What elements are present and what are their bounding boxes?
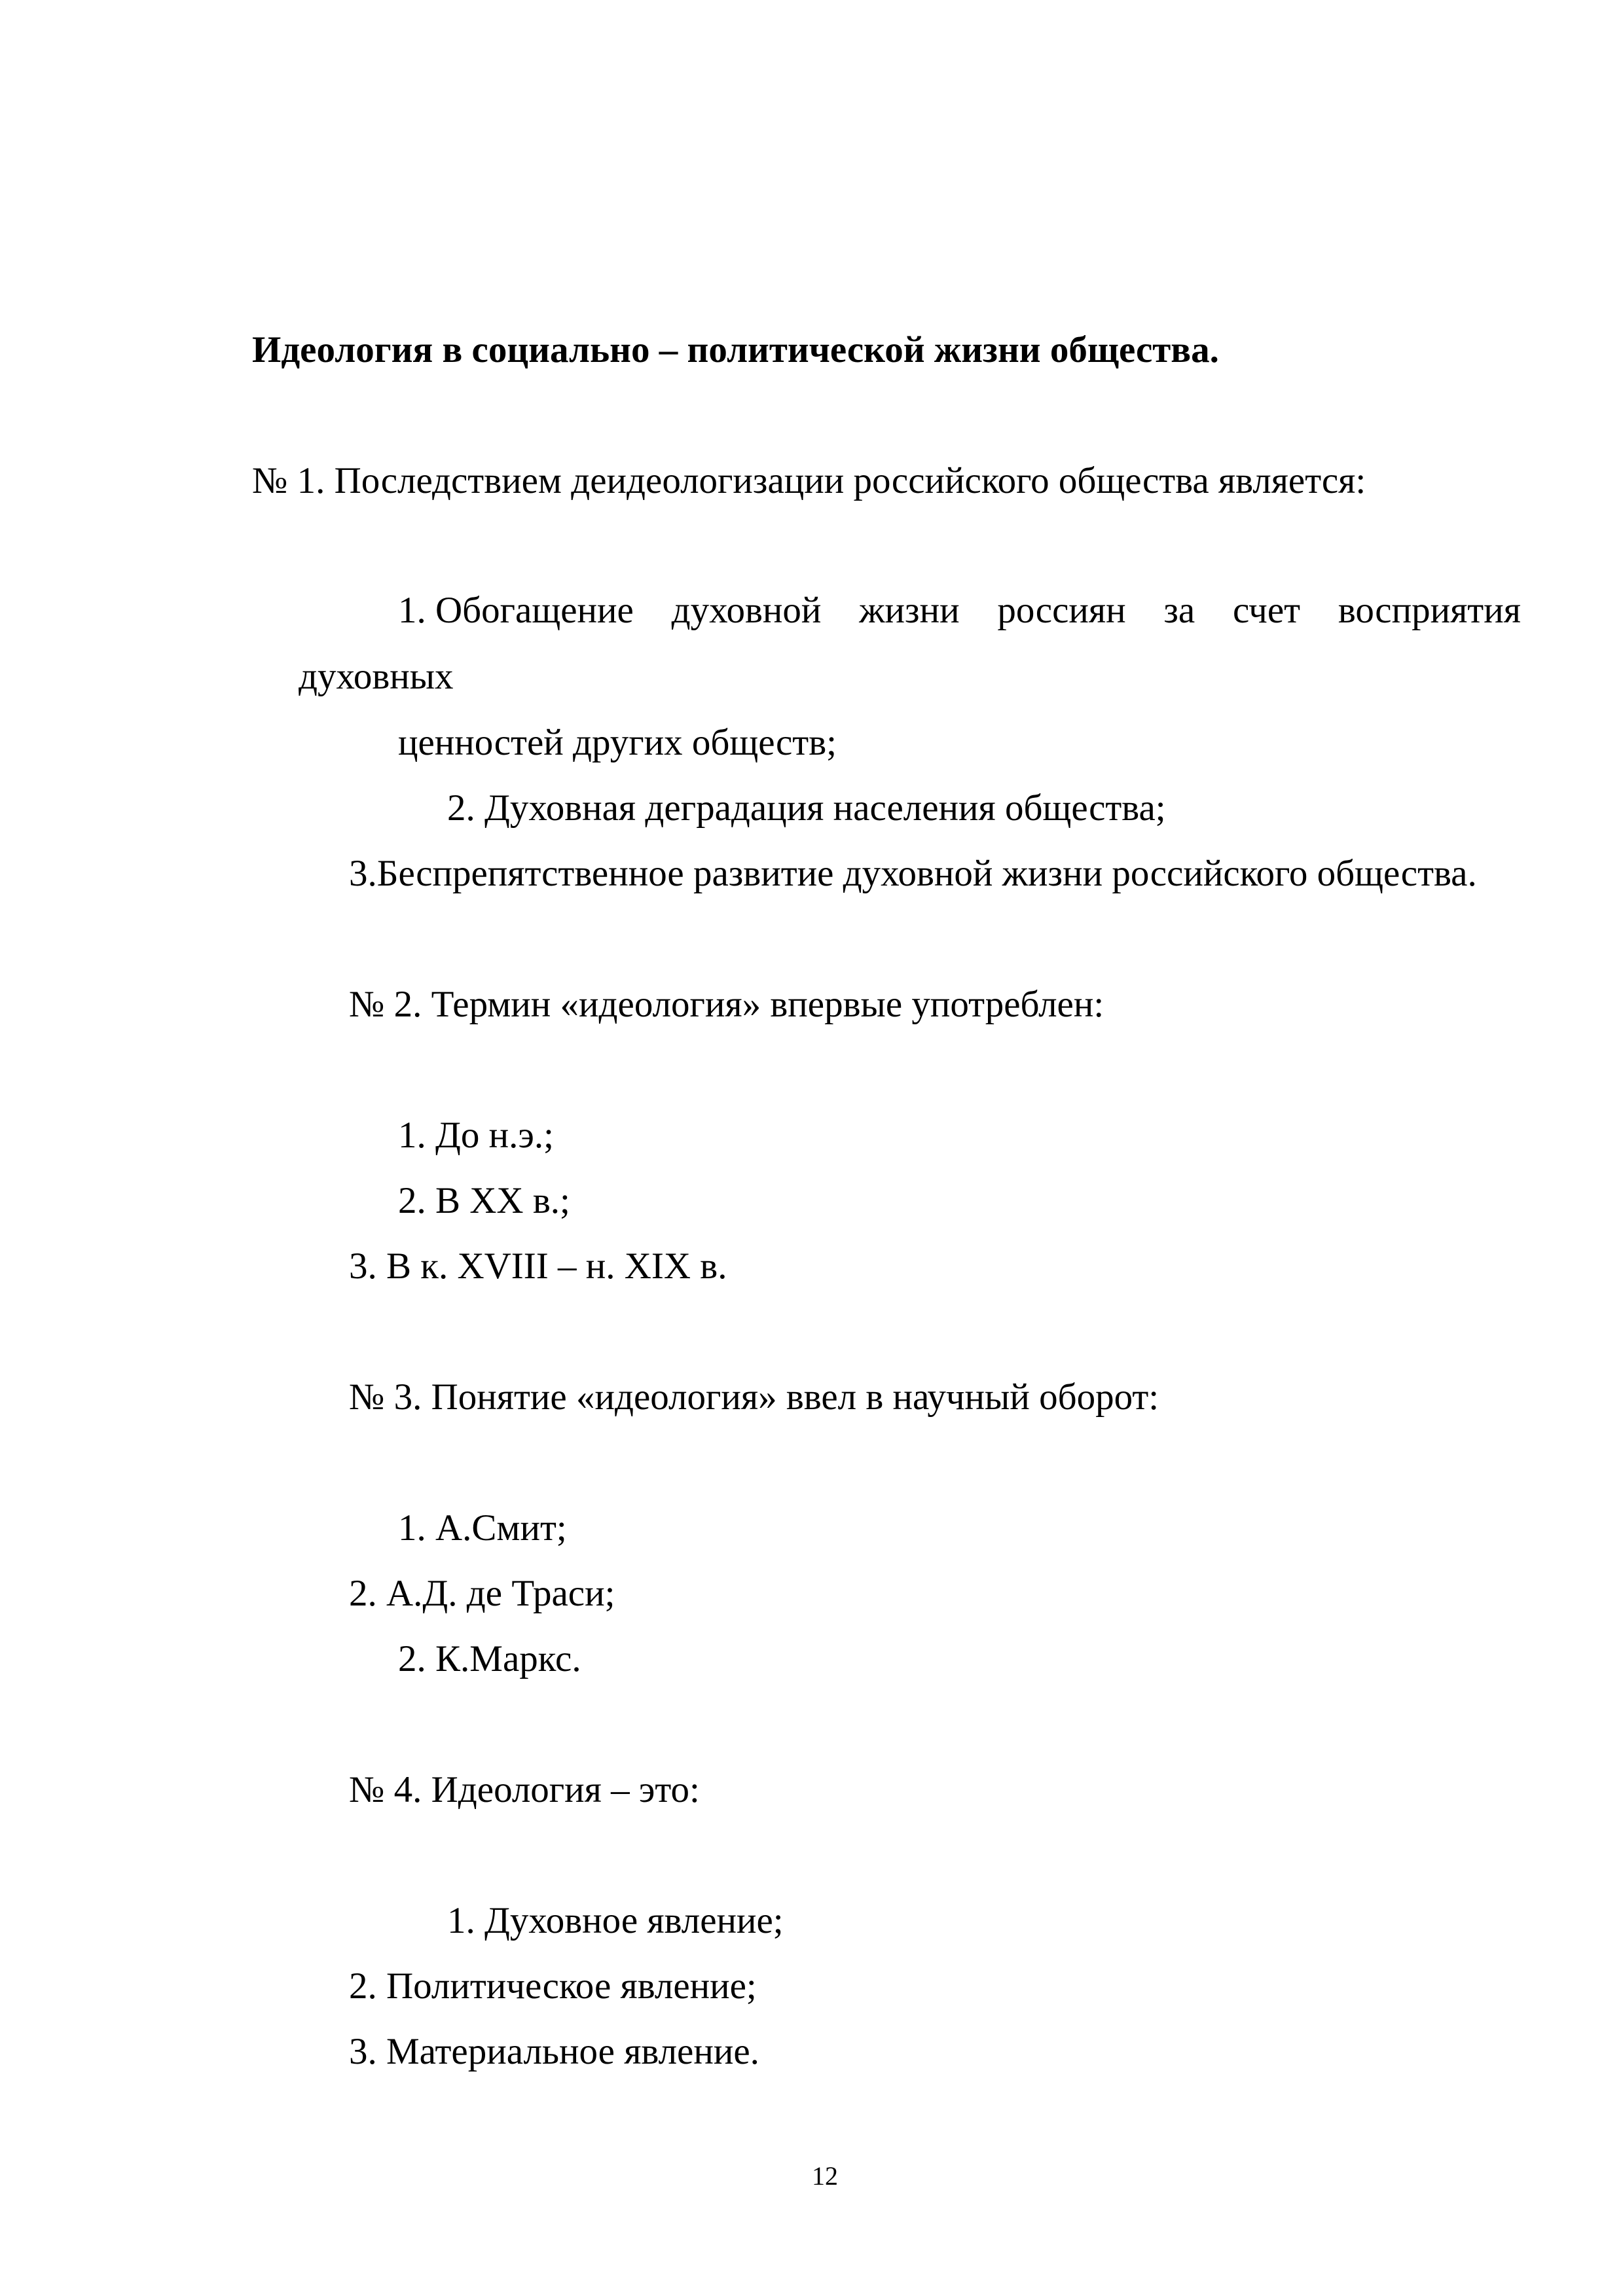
question-2-option-1: 1. До н.э.;	[398, 1115, 554, 1156]
option-word: 1. Обогащение	[398, 590, 634, 631]
option-word: россиян	[997, 590, 1126, 631]
question-1-option-1-line	[398, 588, 1521, 634]
option-word: жизни	[859, 590, 960, 631]
question-2-option-2: 2. В XX в.;	[398, 1180, 570, 1221]
option-word: за	[1163, 590, 1195, 631]
question-4-option-2: 2. Политическое явление;	[349, 1965, 757, 2007]
option-word: восприятия	[1338, 590, 1521, 631]
question-1-option-1-continuation: духовных	[299, 656, 454, 697]
question-2-text: № 2. Термин «идеология» впервые употреблен:	[349, 984, 1104, 1025]
question-1-option-3: 3.Беспрепятственное развитие духовной жизни российского общества.	[349, 853, 1477, 894]
option-word: духовной	[671, 590, 822, 631]
page-number: 12	[812, 2161, 838, 2191]
option-word: счет	[1233, 590, 1301, 631]
question-1-text: № 1. Последствием деидеологизации российского общества является:	[252, 460, 1366, 501]
question-1-option-1-continuation-2: ценностей других обществ;	[398, 722, 837, 763]
question-3-option-2: 2. А.Д. де Траси;	[349, 1573, 615, 1614]
question-4-text: № 4. Идеология – это:	[349, 1769, 700, 1810]
question-3-option-3: 2. К.Маркс.	[398, 1638, 581, 1679]
question-1-option-2: 2. Духовная деградация населения общества;	[447, 787, 1166, 829]
question-4-option-1: 1. Духовное явление;	[447, 1900, 784, 1941]
question-3-text: № 3. Понятие «идеология» ввел в научный оборот:	[349, 1376, 1159, 1418]
document-title: Идеология в социально – политической жизни общества.	[252, 329, 1219, 370]
question-3-option-1: 1. А.Смит;	[398, 1507, 567, 1549]
question-4-option-3: 3. Материальное явление.	[349, 2031, 759, 2072]
question-2-option-3: 3. В к. XVIII – н. XIX в.	[349, 1246, 727, 1287]
